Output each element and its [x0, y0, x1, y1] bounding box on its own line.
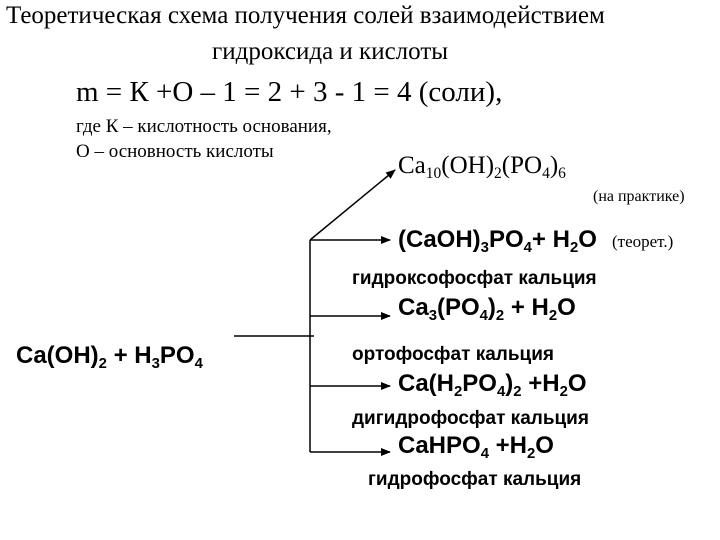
product-name-3: дигидрофосфат кальция — [352, 408, 589, 429]
reactants-formula: $Ca(OH)_2 + H_3PO_4$ — [16, 342, 203, 372]
arrow-practice — [310, 170, 395, 240]
product-name-1: гидроксофосфат кальция — [352, 268, 597, 289]
product-formula-2: $Ca_3(PO_4)_2 + H_2O$ — [398, 294, 576, 324]
product-formula-1: $(CaOH)_3PO_4+ H_2O$ — [398, 226, 597, 256]
practice-note: (на практике) — [593, 188, 685, 205]
theoretical-note: (теорет.) — [612, 232, 674, 251]
product-name-4: гидрофосфат кальция — [368, 469, 582, 490]
product-formula-4: CaHPO$_4$ $+H_2O$ — [398, 432, 554, 462]
product-name-2: ортофосфат кальция — [352, 344, 554, 365]
note-acidity: где К – кислотность основания, — [76, 116, 332, 137]
product-formula-3: $Ca(H_2PO_4)_2 +H_2O$ — [398, 370, 587, 400]
title-line-1: Теоретическая схема получения солей взаимодействием — [6, 2, 605, 29]
practice-product-formula: $Ca_{10}(OH)_2(PO_4)_6$ — [398, 152, 566, 182]
title-line-2: гидроксида и кислоты — [212, 38, 449, 65]
salt-count-formula: m = К +О – 1 = 2 + 3 - 1 = 4 (соли), — [76, 76, 503, 108]
note-basicity: О – основность кислоты — [76, 141, 274, 162]
